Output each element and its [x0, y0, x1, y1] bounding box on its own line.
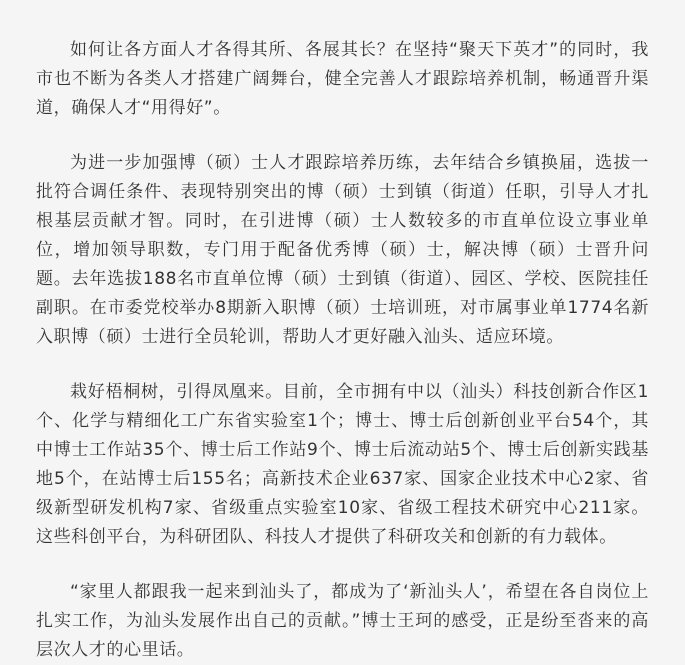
paragraph-1: 如何让各方面人才各得其所、各展其长？在坚持“聚天下英才”的同时，我市也不断为各类人才搭建广阔舞台，健全完善人才跟踪培养机制，畅通晋升渠道，确保人才“用得好”。	[36, 40, 649, 118]
paragraph-2: 为进一步加强博（硕）士人才跟踪培养历练，去年结合乡镇换届，选拔一批符合调任条件、表现特别突出的博（硕）士到镇（街道）任职，引导人才扎根基层贡献才智。同时，在引进博（硕）士人数较多的市直单位设立事业单位，增加领导职数，专门用于配备优秀博（硕）士，解决博（硕）士晋升问题。去年选拔188名市直单位博（硕）士到镇（街道）、园区、学校、医院挂任副职。在市委党校举办8期新入职博（硕）士培训班，对市属事业单1774名新入职博（硕）士进行全员轮训，帮助人才更好融入汕头、适应环境。	[36, 153, 649, 347]
paragraph-4: “家里人都跟我一起来到汕头了，都成为了‘新汕头人’，希望在各自岗位上扎实工作，为汕头发展作出自己的贡献。”博士王珂的感受，正是纷至沓来的高层次人才的心里话。	[36, 582, 649, 660]
paragraph-3: 栽好梧桐树，引得凤凰来。目前，全市拥有中以（汕头）科技创新合作区1个、化学与精细化工广东省实验室1个；博士、博士后创新创业平台54个，其中博士工作站35个、博士后工作站9个、博士后流动站5个、博士后创新实践基地5个，在站博士后155名；高新技术企业637家、国家企业技术中心2家、省级新型研发机构7家、省级重点实验室10家、省级工程技术研究中心211家。这些科创平台，为科研团队、科技人才提供了科研攻关和创新的有力载体。	[36, 382, 649, 547]
